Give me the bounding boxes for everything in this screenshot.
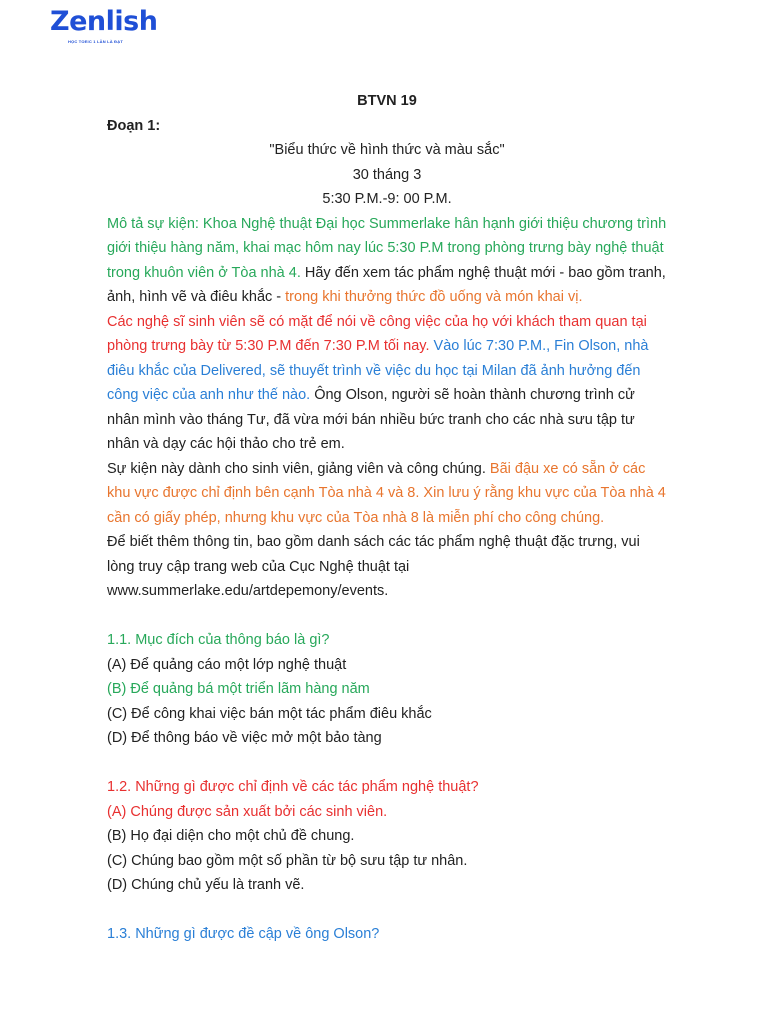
description-highlight-orange: trong khi thưởng thức đồ uống và món khai vị.: [285, 289, 583, 305]
description-highlight-green: Mô tả sự kiện: Khoa Nghệ thuật Đại học Summerlake hân hạnh giới thiệu chương trình giới thiệu hàng năm, khai mạc hôm nay lúc 5:30 P.M trong phòng trưng bày nghệ thuật trong khuôn viên ở Tòa nhà 4.: [107, 215, 667, 281]
logo-tagline: HỌC TOEIC 1 LẦN LÀ ĐẠT: [68, 39, 123, 44]
paragraph-description: [107, 212, 667, 310]
parking-text: Sự kiện này dành cho sinh viên, giảng viên và công chúng.: [107, 460, 486, 477]
section-heading: Đoạn 1:: [107, 117, 161, 134]
q1-option-a: (A) Để quảng cáo một lớp nghệ thuật: [107, 656, 347, 673]
q1-option-d: (D) Để thông báo về việc mở một bảo tàng: [107, 730, 382, 746]
q2-option-d: (D) Chúng chủ yếu là tranh vẽ.: [107, 877, 305, 893]
artists-highlight-red: Các nghệ sĩ sinh viên sẽ có mặt để nói về công việc của họ với khách tham quan tại phòng trưng bày từ 5:30 P.M đến 7:30 P.M tối nay.: [107, 313, 647, 354]
document-body: [107, 89, 667, 947]
q2-option-c: (C) Chúng bao gồm một số phần từ bộ sưu tập tư nhân.: [107, 852, 468, 869]
parking-highlight-orange: Bãi đậu xe có sẵn ở các khu vực được chỉ định bên cạnh Tòa nhà 4 và 8. Xin lưu ý rằng khu vực của Tòa nhà 4 cần có giấy phép, nhưng khu vực của Tòa nhà 8 là miễn phí cho công chúng.: [107, 460, 666, 526]
paragraph-more-info: Để biết thêm thông tin, bao gồm danh sách các tác phẩm nghệ thuật đặc trưng, vui lòng truy cập trang web của Cục Nghệ thuật tại www.summerlake.edu/artdepemony/events.: [107, 534, 640, 599]
question-2: 1.2. Những gì được chỉ định về các tác phẩm nghệ thuật?: [107, 779, 479, 795]
q2-option-a: (A) Chúng được sản xuất bởi các sinh viên.: [107, 803, 388, 820]
event-time: 5:30 P.M.-9: 00 P.M.: [322, 191, 452, 207]
paragraph-artists: [107, 310, 667, 457]
q2-option-b: (B) Họ đại diện cho một chủ đề chung.: [107, 828, 355, 844]
paragraph-parking: [107, 457, 667, 531]
q1-option-b: (B) Để quảng bá một triển lãm hàng năm: [107, 681, 370, 697]
description-text: Hãy đến xem tác phẩm nghệ thuật mới - bao gồm tranh, ảnh, hình vẽ và điêu khắc -: [107, 264, 666, 305]
question-1: 1.1. Mục đích của thông báo là gì?: [107, 632, 330, 648]
zenlish-logo: [50, 6, 158, 44]
artists-highlight-blue: Vào lúc 7:30 P.M., Fin Olson, nhà điêu khắc của Delivered, sẽ thuyết trình về việc du học tại Milan đã ảnh hưởng đến công việc của anh như thế nào.: [107, 338, 649, 403]
artists-text: Ông Olson, người sẽ hoàn thành chương trình cử nhân mình vào tháng Tư, đã vừa mới bán nhiều bức tranh cho các nhà sưu tập tư nhân và dạy các hội thảo cho trẻ em.: [107, 387, 635, 452]
event-name: "Biểu thức về hình thức và màu sắc": [269, 142, 505, 158]
event-date: 30 tháng 3: [352, 166, 422, 183]
document-title: BTVN 19: [357, 93, 417, 109]
logo-wordmark: Zenlish: [50, 6, 158, 37]
q1-option-c: (C) Để công khai việc bán một tác phẩm điêu khắc: [107, 705, 432, 722]
question-3: 1.3. Những gì được đề cập về ông Olson?: [107, 926, 380, 942]
